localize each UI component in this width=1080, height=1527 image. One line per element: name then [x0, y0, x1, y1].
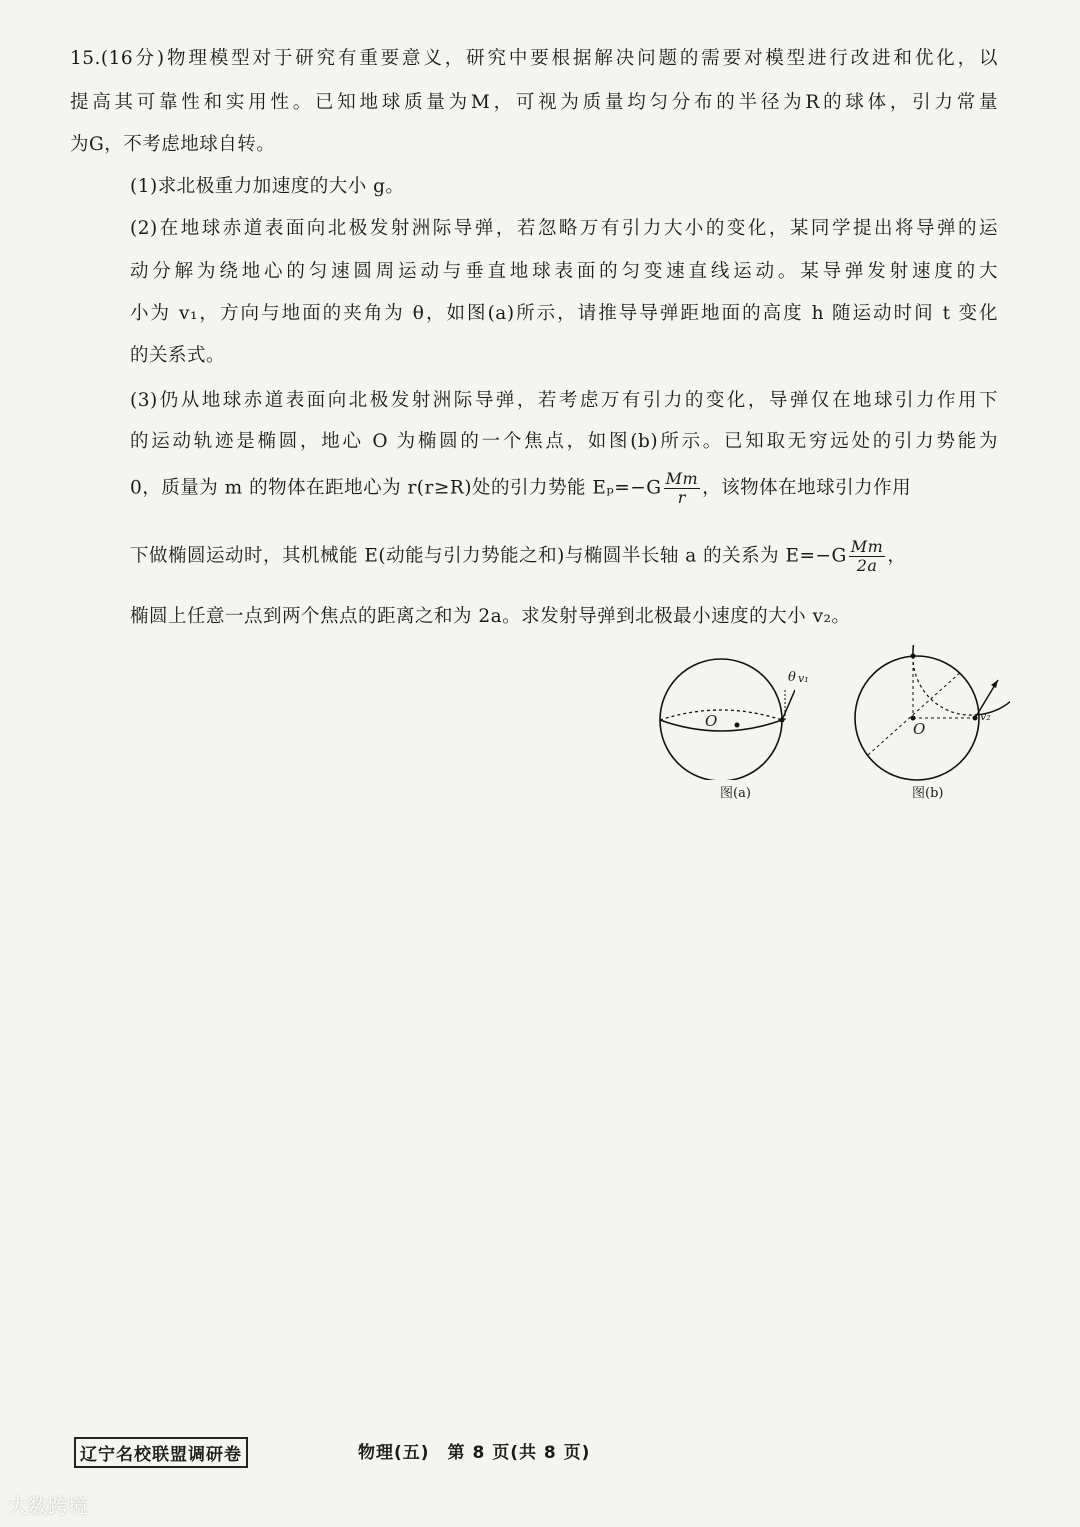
- text: ，该物体在地球引力作用: [702, 477, 912, 499]
- question-line: [130, 470, 911, 507]
- series-label: 辽宁名校联盟调研卷: [74, 1437, 248, 1468]
- text: ，: [887, 545, 907, 567]
- text: 0，质量为 m 的物体在距地心为 r(r≥R)处的引力势能 Eₚ=−G: [130, 477, 662, 499]
- sub-question-3: (3)仍从地球赤道表面向北极发射洲际导弹，若考虑万有引力的变化，导弹仅在地球引力作用下: [130, 390, 998, 411]
- denominator: 2a: [856, 556, 878, 575]
- question-line: 小为 v₁，方向与地面的夹角为 θ，如图(a)所示，请推导导弹距地面的高度 h 随运动时间 t 变化: [130, 303, 998, 324]
- center-label: O: [913, 720, 926, 738]
- page-number: 物理(五) 第 8 页(共 8 页): [358, 1443, 591, 1463]
- sub-question-2: (2)在地球赤道表面向北极发射洲际导弹，若忽略万有引力大小的变化，某同学提出将导弹的运: [130, 218, 998, 239]
- figure-a-caption: 图(a): [720, 786, 751, 801]
- numerator: Mm: [665, 469, 699, 488]
- velocity-label: v₁: [798, 672, 809, 685]
- text: 下做椭圆运动时，其机械能 E(动能与引力势能之和)与椭圆半长轴 a 的关系为 E=−G: [130, 545, 847, 567]
- figure-a: [655, 650, 795, 780]
- question-line: 15.(16分)物理模型对于研究有重要意义，研究中要根据解决问题的需要对模型进行改进和优化，以: [70, 48, 998, 69]
- question-line: 的运动轨迹是椭圆，地心 O 为椭圆的一个焦点，如图(b)所示。已知取无穷远处的引力势能为: [130, 431, 998, 452]
- figure-b-caption: 图(b): [912, 786, 944, 801]
- watermark: 大数跨境: [8, 1494, 88, 1518]
- denominator: r: [677, 488, 686, 507]
- center-label: O: [705, 712, 718, 730]
- numerator: Mm: [850, 537, 884, 556]
- sub-question-1: (1)求北极重力加速度的大小 g。: [130, 176, 405, 197]
- question-line: 提高其可靠性和实用性。已知地球质量为M，可视为质量均匀分布的半径为R的球体，引力常量: [70, 92, 998, 113]
- energy-fraction: [849, 538, 886, 575]
- velocity-label: v₂: [980, 710, 991, 723]
- question-line: 为G，不考虑地球自转。: [70, 134, 276, 155]
- question-line: 椭圆上任意一点到两个焦点的距离之和为 2a。求发射导弹到北极最小速度的大小 v₂。: [130, 606, 851, 627]
- potential-fraction: [664, 470, 701, 507]
- angle-label: θ: [788, 670, 796, 685]
- question-line: 的关系式。: [130, 345, 226, 366]
- question-line: [130, 538, 906, 575]
- question-line: 动分解为绕地心的匀速圆周运动与垂直地球表面的匀变速直线运动。某导弹发射速度的大: [130, 261, 998, 282]
